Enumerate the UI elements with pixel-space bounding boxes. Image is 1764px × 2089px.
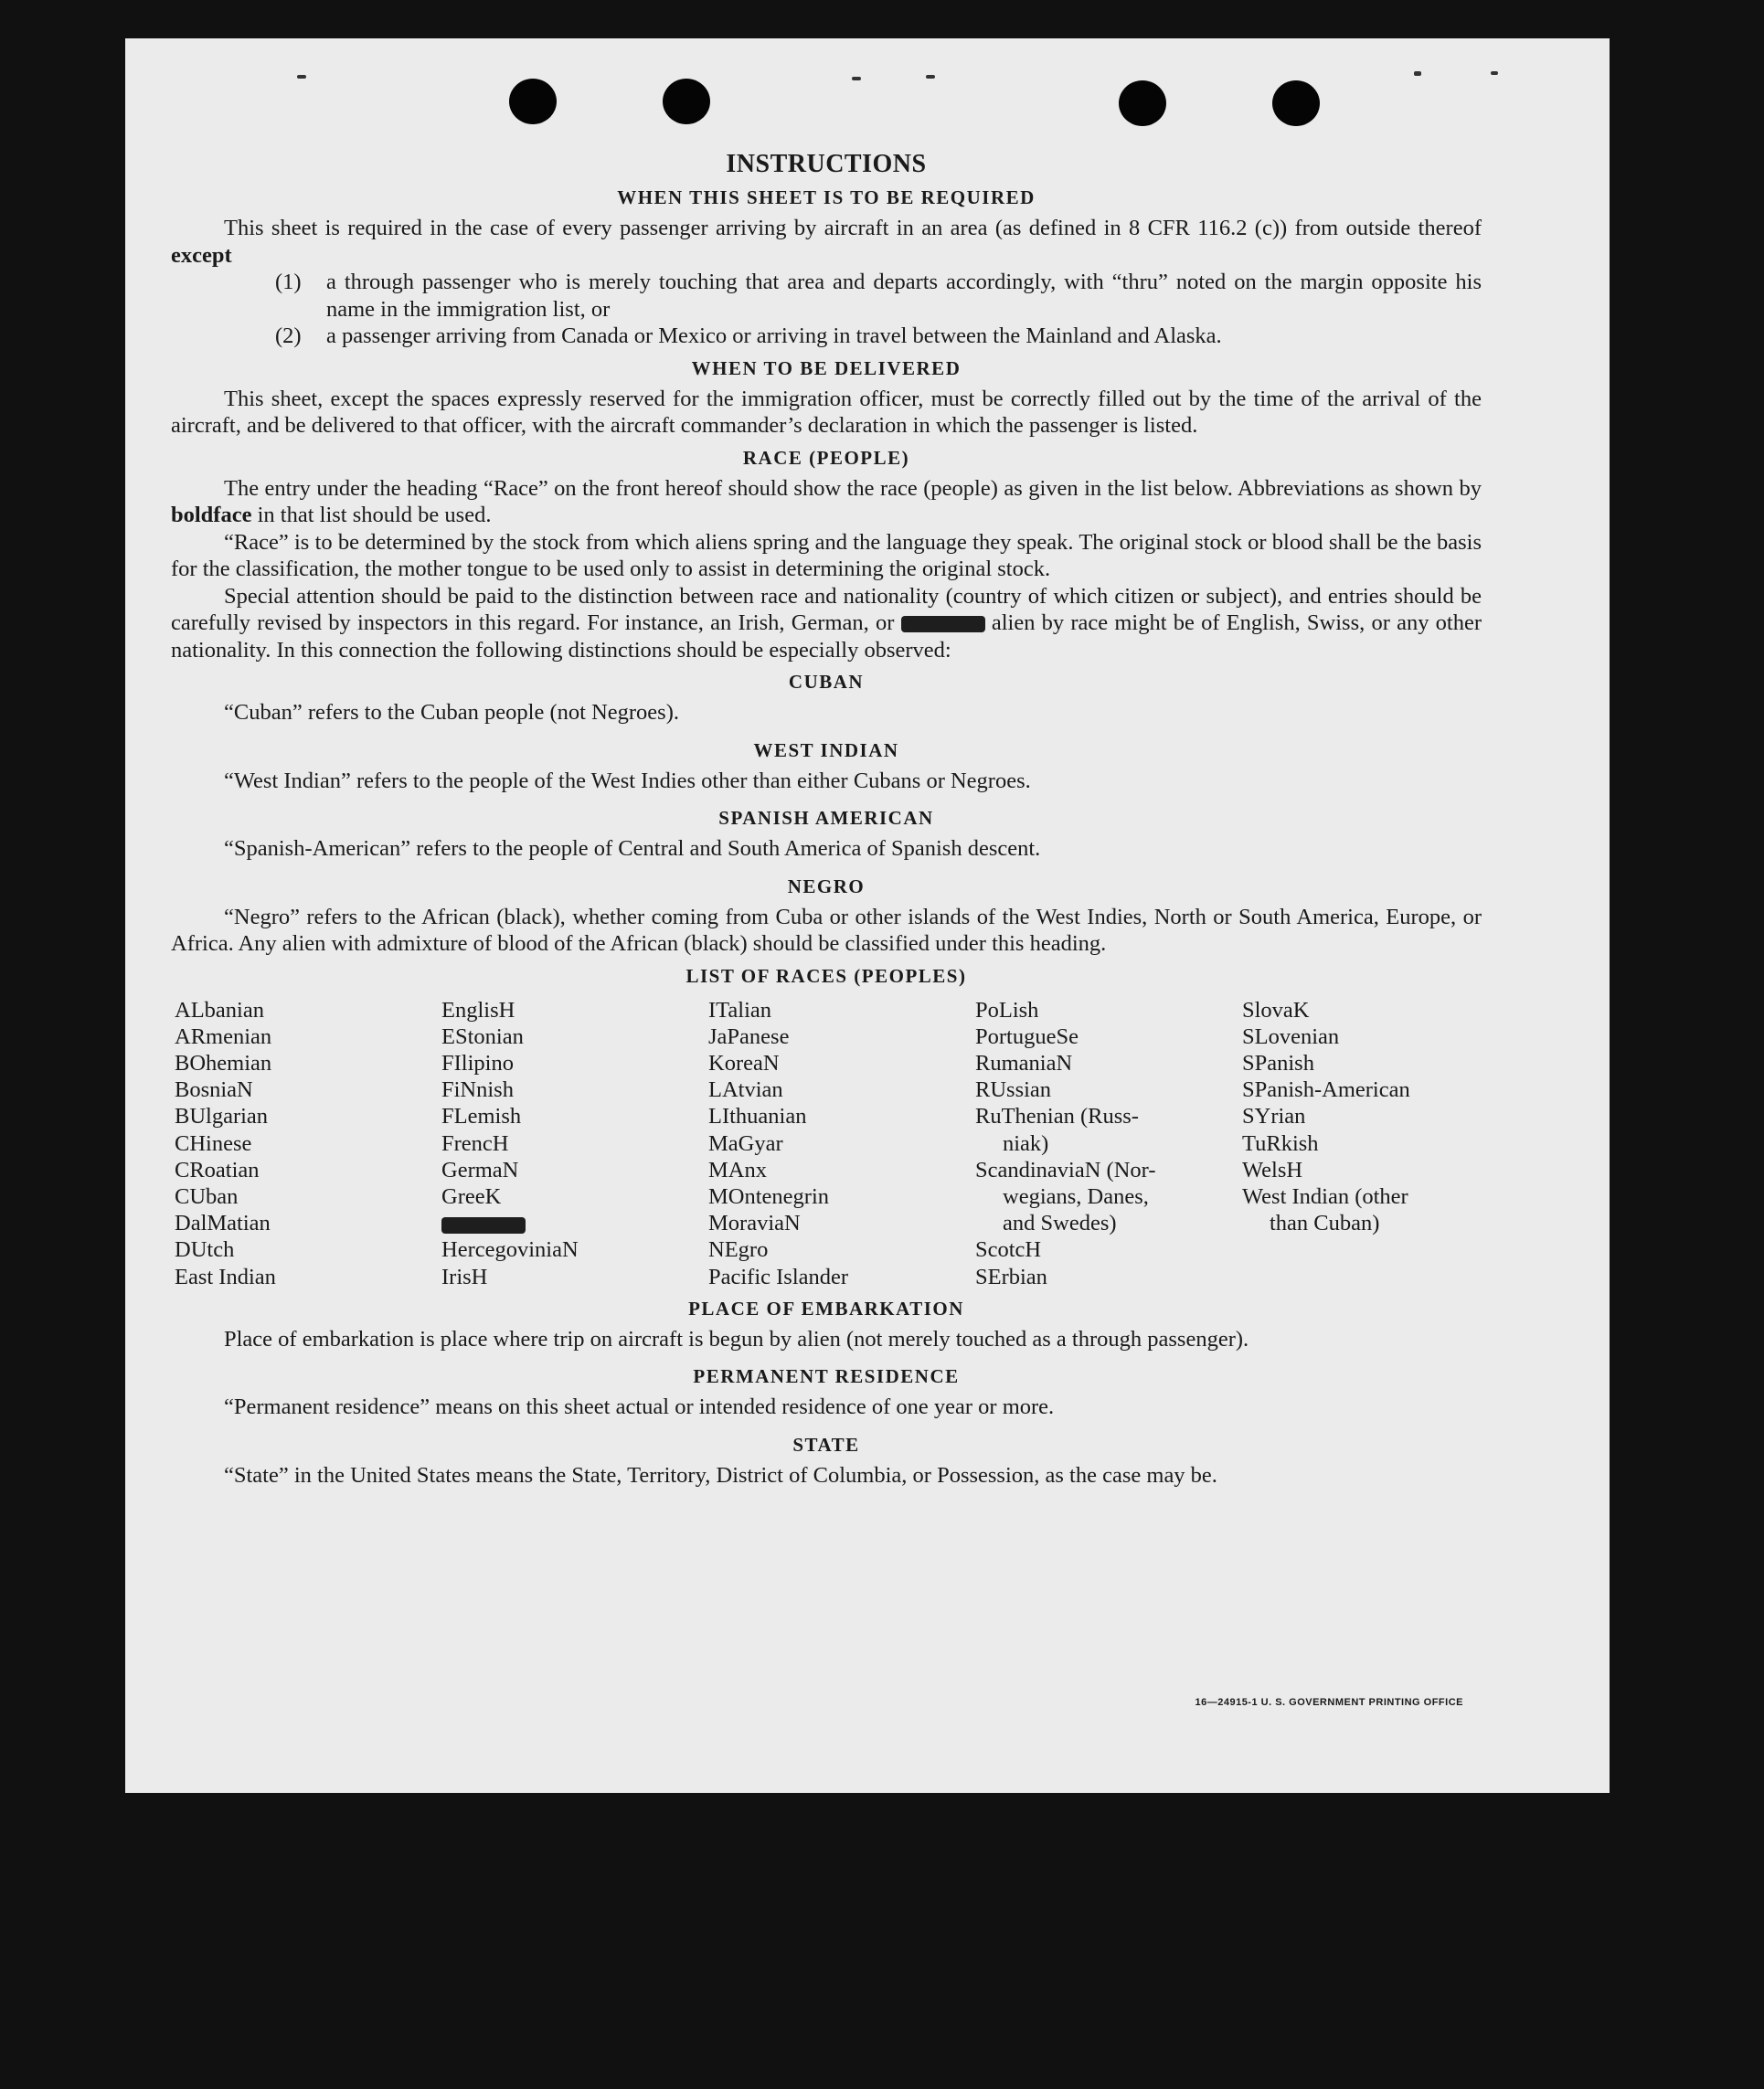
exception-item-1: (1) a through passenger who is merely touching that area and departs accordingly, with “thru” noted on the margin opposite his name in the immigration list, or: [275, 270, 1482, 322]
race-entry: [441, 1210, 708, 1236]
race-entry: FIlipino: [441, 1050, 514, 1076]
race-entry: RumaniaN: [975, 1050, 1073, 1076]
races-column: [708, 997, 975, 1290]
race-entry: MoraviaN: [708, 1211, 801, 1236]
race-entry: SPanish-American: [1242, 1077, 1410, 1103]
race-entry: BOhemian: [175, 1050, 272, 1076]
speck: [297, 75, 306, 79]
heading-cuban: CUBAN: [788, 671, 865, 693]
race-entry: FiNnish: [441, 1077, 514, 1103]
race-entry: CRoatian: [175, 1157, 260, 1182]
race-paragraph-3: Special attention should be paid to the distinction between race and nationality (country of which citizen or subject), and entries should be carefully revised by inspectors in this regard. For instance, an Irish, German, or alien by race might be of English, Swiss, or any other nationality. In this connection the following distinctions should be especially observed:: [171, 583, 1482, 663]
heading-race: RACE (PEOPLE): [742, 446, 910, 469]
race-entry: FrencH: [441, 1130, 509, 1156]
heading-state: STATE: [792, 1433, 860, 1456]
race-entry: ARmenian: [175, 1023, 272, 1049]
west-indian-text: “West Indian” refers to the people of the West Indies other than either Cubans or Negroes.: [224, 768, 1031, 793]
heading-races-list: LIST OF RACES (PEOPLES): [685, 964, 967, 987]
races-column: [1242, 997, 1480, 1290]
race-entry: PortugueSe: [975, 1023, 1079, 1049]
race-entry: GermaN: [441, 1157, 519, 1182]
race-entry: ALbanian: [175, 997, 264, 1023]
race-entry: IrisH: [441, 1264, 488, 1289]
punch-hole: [1272, 80, 1320, 126]
speck: [926, 75, 935, 79]
race-entry: EnglisH: [441, 997, 515, 1023]
cuban-text: “Cuban” refers to the Cuban people (not Negroes).: [224, 700, 679, 725]
exception-item-2: (2) a passenger arriving from Canada or Mexico or arriving in travel between the Mainland and Alaska.: [275, 323, 1222, 348]
race-entry: SlovaK: [1242, 997, 1310, 1023]
when-required-intro: This sheet is required in the case of every passenger arriving by aircraft in an area (as defined in 8 CFR 116.2 (c)) from outside thereof except: [171, 216, 1482, 268]
races-column: [175, 997, 441, 1290]
race-entry: East Indian: [175, 1264, 276, 1289]
speck: [1414, 71, 1421, 76]
heading-embarkation: PLACE OF EMBARKATION: [688, 1297, 964, 1320]
race-entry: ScotcH: [975, 1237, 1042, 1263]
race-entry: MaGyar: [708, 1130, 783, 1156]
race-entry: niak): [1003, 1130, 1049, 1156]
races-list: [175, 997, 1482, 1290]
race-entry: MOntenegrin: [708, 1183, 829, 1209]
race-entry: SYrian: [1242, 1104, 1306, 1129]
punch-hole: [663, 79, 710, 124]
race-entry: SErbian: [975, 1264, 1047, 1289]
race-entry: EStonian: [441, 1023, 524, 1049]
redacted-race-entry: [441, 1217, 526, 1234]
race-paragraph-2: “Race” is to be determined by the stock from which aliens spring and the language they speak. The original stock or blood shall be the basis for the classification, the mother tongue to be used only to assist in determining the original stock.: [171, 529, 1482, 581]
race-entry: HercegoviniaN: [441, 1237, 579, 1263]
race-entry: PoLish: [975, 997, 1039, 1023]
negro-text: “Negro” refers to the African (black), whether coming from Cuba or other islands of the West Indies, North or South America, Europe, or Africa. Any alien with admixture of blood of the African (black) should be classified under this heading.: [171, 904, 1482, 956]
race-entry: LAtvian: [708, 1077, 783, 1103]
race-entry: than Cuban): [1270, 1211, 1380, 1236]
race-entry: KoreaN: [708, 1050, 780, 1076]
heading-when-delivered: WHEN TO BE DELIVERED: [691, 356, 962, 379]
race-entry: DUtch: [175, 1237, 235, 1263]
state-text: “State” in the United States means the State, Territory, District of Columbia, or Possession, as the case may be.: [224, 1462, 1217, 1488]
races-column: [975, 997, 1242, 1290]
race-entry: MAnx: [708, 1157, 767, 1182]
race-entry: FLemish: [441, 1104, 522, 1129]
race-entry: ScandinaviaN (Nor-: [975, 1157, 1156, 1182]
race-entry: TuRkish: [1242, 1130, 1319, 1156]
redacted-word: [901, 616, 985, 632]
race-entry: CHinese: [175, 1130, 252, 1156]
race-entry: West Indian (other: [1242, 1183, 1408, 1209]
heading-residence: PERMANENT RESIDENCE: [693, 1365, 960, 1388]
page-title: INSTRUCTIONS: [726, 150, 927, 178]
race-entry: SPanish: [1242, 1050, 1314, 1076]
when-delivered-text: This sheet, except the spaces expressly reserved for the immigration officer, must be correctly filled out by the time of the arrival of the aircraft, and be delivered to that officer, with the aircraft commander’s declaration in which the passenger is listed.: [171, 386, 1482, 438]
race-entry: SLovenian: [1242, 1023, 1340, 1049]
race-entry: WelsH: [1242, 1157, 1303, 1182]
heading-negro: NEGRO: [787, 875, 866, 897]
race-paragraph-1: The entry under the heading “Race” on the front hereof should show the race (people) as given in the list below. Abbreviations as shown by boldface in that list should be used.: [171, 475, 1482, 527]
speck: [852, 77, 861, 80]
race-entry: RUssian: [975, 1077, 1052, 1103]
heading-west-indian: WEST INDIAN: [753, 738, 899, 761]
race-entry: GreeK: [441, 1183, 502, 1209]
race-entry: BUlgarian: [175, 1104, 269, 1129]
spanish-american-text: “Spanish-American” refers to the people of Central and South America of Spanish descent.: [224, 836, 1041, 861]
race-entry: NEgro: [708, 1237, 769, 1263]
race-entry: LIthuanian: [708, 1104, 807, 1129]
race-entry: wegians, Danes,: [1003, 1183, 1149, 1209]
race-entry: Pacific Islander: [708, 1264, 849, 1289]
speck: [1491, 71, 1498, 75]
race-entry: ITalian: [708, 997, 772, 1023]
printer-footer: 16—24915-1 U. S. GOVERNMENT PRINTING OFFICE: [1195, 1697, 1463, 1708]
punch-hole: [1119, 80, 1166, 126]
race-entry: JaPanese: [708, 1023, 790, 1049]
heading-when-required: WHEN THIS SHEET IS TO BE REQUIRED: [617, 186, 1036, 208]
races-column: [441, 997, 708, 1290]
punch-hole: [509, 79, 557, 124]
residence-text: “Permanent residence” means on this sheet actual or intended residence of one year or more.: [224, 1394, 1055, 1420]
race-entry: BosniaN: [175, 1077, 253, 1103]
embarkation-text: Place of embarkation is place where trip on aircraft is begun by alien (not merely touched as a through passenger).: [224, 1326, 1249, 1352]
race-entry: RuThenian (Russ-: [975, 1104, 1139, 1129]
race-entry: and Swedes): [1003, 1211, 1117, 1236]
document-page: [125, 38, 1610, 1793]
race-entry: CUban: [175, 1183, 239, 1209]
race-entry: DalMatian: [175, 1211, 271, 1236]
heading-spanish-american: SPANISH AMERICAN: [718, 807, 934, 829]
